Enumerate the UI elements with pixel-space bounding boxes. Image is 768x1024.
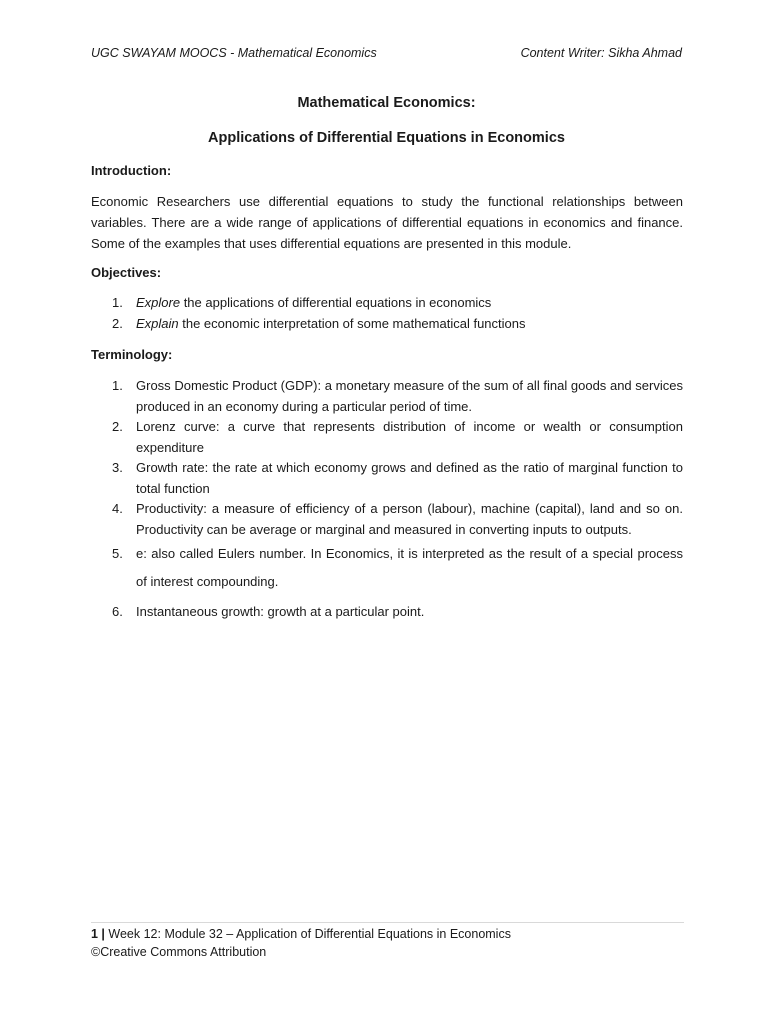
page-number: 1 | <box>91 927 105 941</box>
list-item <box>91 540 683 596</box>
list-number: 1. <box>112 378 123 393</box>
list-item <box>91 314 683 335</box>
list-item <box>91 376 683 417</box>
introduction-paragraph: Economic Researchers use differential equations to study the functional relationships between variables. There are a wide range of applications of differential equations in economics and finance. Some of the examples that uses differential equations are presented in this module. <box>91 194 683 251</box>
list-number: 1. <box>112 295 123 310</box>
objective-text: the economic interpretation of some mathematical functions <box>178 315 526 331</box>
term-definition: Lorenz curve: a curve that represents distribution of income or wealth or consumption expenditure <box>136 419 683 455</box>
list-number: 5. <box>112 546 123 561</box>
list-number: 6. <box>112 604 123 619</box>
list-number: 2. <box>112 315 123 331</box>
footer-license: ©Creative Commons Attribution <box>91 945 267 959</box>
list-item <box>91 499 683 540</box>
list-number: 3. <box>112 460 123 475</box>
page-footer <box>91 925 511 961</box>
introduction-heading: Introduction: <box>91 163 172 178</box>
footer-divider <box>91 922 684 923</box>
objectives-heading: Objectives: <box>91 265 162 280</box>
term-definition: Growth rate: the rate at which economy grows and defined as the ratio of marginal function to total function <box>136 460 683 496</box>
document-subtitle: Applications of Differential Equations in Economics <box>208 130 565 146</box>
header-course: UGC SWAYAM MOOCS - Mathematical Economics <box>91 46 377 60</box>
document-title: Mathematical Economics: <box>297 95 476 111</box>
list-item <box>91 602 683 623</box>
term-definition: Productivity: a measure of efficiency of a person (labour), machine (capital), land and so on. Productivity can be average or marginal and measured in converting inputs to outputs. <box>136 501 683 537</box>
terminology-heading: Terminology: <box>91 347 173 362</box>
list-item <box>91 458 683 499</box>
footer-module-line <box>91 925 511 943</box>
page-header <box>91 46 682 60</box>
list-number: 4. <box>112 501 123 516</box>
term-definition: e: also called Eulers number. In Economics, it is interpreted as the result of a special process of interest compounding. <box>136 546 683 589</box>
objective-verb: Explore <box>136 295 181 310</box>
footer-module: Week 12: Module 32 – Application of Differential Equations in Economics <box>104 927 511 941</box>
terminology-list <box>91 376 683 623</box>
objective-text: the applications of differential equations in economics <box>180 295 492 310</box>
term-definition: Gross Domestic Product (GDP): a monetary measure of the sum of all final goods and services produced in an economy during a particular period of time. <box>136 378 683 414</box>
objective-verb: Explain <box>136 315 179 331</box>
list-item <box>91 293 683 314</box>
list-number: 2. <box>112 419 123 434</box>
term-definition: Instantaneous growth: growth at a particular point. <box>136 604 425 619</box>
header-author: Content Writer: Sikha Ahmad <box>520 46 682 60</box>
objectives-list <box>91 293 683 334</box>
list-item <box>91 417 683 458</box>
